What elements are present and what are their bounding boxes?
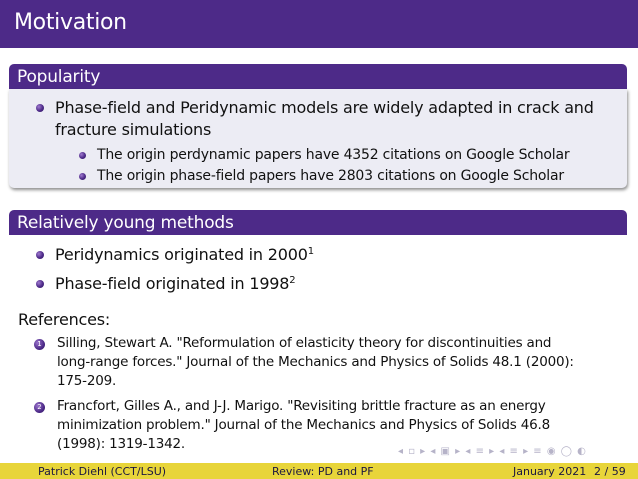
block-heading: Relatively young methods	[9, 210, 627, 235]
footnote-ref: 2	[289, 275, 296, 286]
footer-page-number: 2 / 59	[594, 465, 626, 478]
bullet-text-cont: fracture simulations	[55, 120, 212, 139]
slide-title: Motivation	[0, 0, 638, 48]
bullet-text: Phase-field originated in 1998$^2$	[55, 274, 296, 293]
beamer-navigation-icons[interactable]: ◂ ▫ ▸ ◂ ▣ ▸ ◂ ≡ ▸ ◂ ≡ ▸ ≡ ◉ ◯ ◐	[398, 446, 587, 457]
sub-bullet-icon	[79, 173, 86, 180]
footnote-ref: 1	[307, 246, 314, 257]
bullet-icon	[36, 251, 44, 259]
bullet-icon	[36, 104, 44, 112]
footer-bar	[0, 463, 638, 479]
bullet-text: Peridynamics originated in 2000$^1$	[55, 245, 314, 264]
sub-bullet-text: The origin phase-field papers have 2803 citations on Google Scholar	[97, 168, 564, 184]
reference-item: Silling, Stewart A. "Reformulation of elasticity theory for discontinuities and long-range forces." Journal of the Mechanics and Physics of Solids 48.1 (2000): 175-209.	[57, 335, 574, 389]
block-heading: Popularity	[9, 64, 627, 89]
sub-bullet-text: The origin perdynamic papers have 4352 citations on Google Scholar	[97, 147, 570, 163]
bullet-text: Phase-field and Peridynamic models are widely adapted in crack and	[55, 98, 594, 117]
reference-number-icon: 2	[34, 402, 45, 413]
reference-item: Francfort, Gilles A., and J-J. Marigo. "Revisiting brittle fracture as an energy minimization problem." Journal of the Mechanics and Physics of Solids 46.8 (1998): 1319-1342.	[57, 398, 550, 452]
sub-bullet-icon	[79, 152, 86, 159]
footer-title: Review: PD and PF	[272, 465, 374, 478]
references-title: References:	[18, 310, 111, 329]
footer-author: Patrick Diehl (CCT/LSU)	[38, 465, 167, 478]
bullet-icon	[36, 280, 44, 288]
reference-number-icon: 1	[34, 339, 45, 350]
footer-date: January 2021	[513, 465, 587, 478]
